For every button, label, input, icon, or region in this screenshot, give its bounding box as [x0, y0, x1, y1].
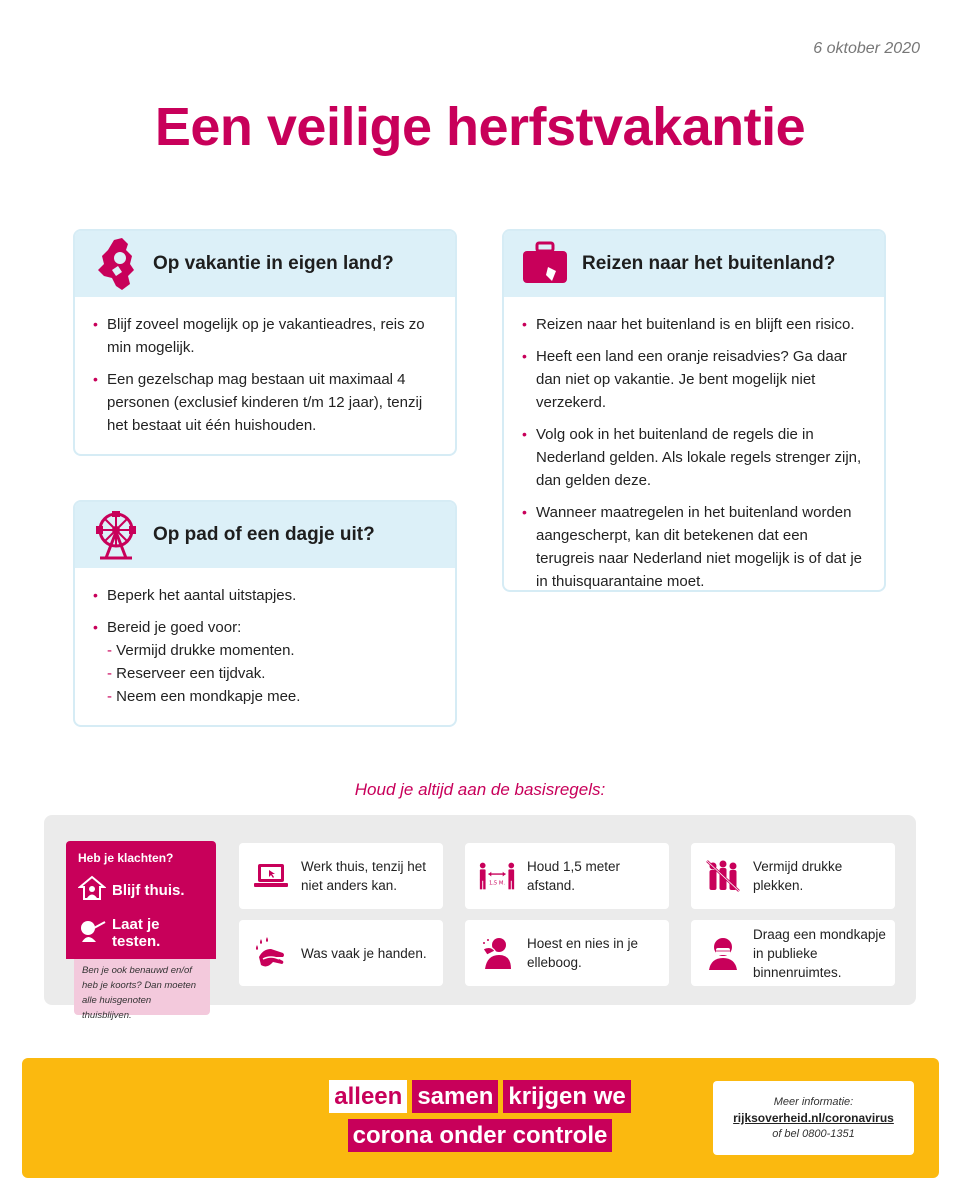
sneeze-elbow-icon	[477, 933, 517, 973]
get-tested-row	[78, 916, 204, 950]
suitcase-icon	[518, 237, 572, 291]
sub-item: - Neem een mondkapje mee.	[107, 685, 439, 708]
symptoms-question: Heb je klachten?	[78, 851, 174, 865]
rule-text: Was vaak je handen.	[301, 945, 427, 961]
list-item: • Reizen naar het buitenland is en blijft een risico.	[520, 313, 868, 336]
list-item	[91, 616, 439, 708]
card-header	[504, 231, 884, 297]
symptoms-box	[66, 841, 216, 959]
rules-caption: Houd je altijd aan de basisregels:	[354, 780, 606, 799]
distance-icon-label: 1,5 M.	[488, 880, 506, 887]
document-date: 6 oktober 2020	[813, 40, 920, 57]
card-title: Reizen naar het buitenland?	[582, 253, 836, 274]
card-header	[75, 502, 455, 568]
list-item: • Een gezelschap mag bestaan uit maximaal 4 personen (exclusief kinderen t/m 12 jaar), tenzij het bestaat uit één huishouden.	[91, 368, 439, 437]
rule-face-mask	[691, 920, 895, 986]
list-item: • Blijf zoveel mogelijk op je vakantieadres, reis zo min mogelijk.	[91, 313, 439, 359]
netherlands-map-icon	[89, 237, 143, 291]
get-tested-label: Laat je testen.	[112, 916, 161, 950]
list-item: • Heeft een land een oranje reisadvies? Ga daar dan niet op vakantie. Je bent mogelijk niet verzekerd.	[520, 345, 868, 414]
symptoms-note: Ben je ook benauwd en/of heb je koorts? Dan moeten alle huisgenoten thuisblijven.	[74, 959, 210, 1015]
hand-wash-icon	[251, 933, 291, 973]
sub-item: - Vermijd drukke momenten.	[107, 639, 439, 662]
card-buitenland	[502, 229, 886, 592]
test-swab-icon	[78, 918, 106, 949]
info-link[interactable]: rijksoverheid.nl/coronavirus	[733, 1111, 894, 1125]
ferris-wheel-icon	[89, 508, 143, 562]
card-title: Op vakantie in eigen land?	[153, 253, 394, 274]
card-body	[75, 568, 455, 727]
slogan-word: alleen	[329, 1080, 407, 1113]
rule-text: Houd 1,5 meter afstand.	[527, 859, 621, 893]
card-body	[504, 297, 884, 592]
rule-work-home	[239, 843, 443, 909]
rule-sneeze	[465, 920, 669, 986]
card-body	[75, 297, 455, 456]
slogan-word: krijgen we	[503, 1080, 630, 1113]
house-icon	[78, 875, 106, 906]
info-box	[713, 1081, 914, 1155]
info-label: Meer informatie:	[773, 1096, 854, 1108]
stay-home-label: Blijf thuis.	[112, 882, 185, 899]
list-item: • Volg ook in het buitenland de regels die in Nederland gelden. Als lokale regels strenger zijn, dan gelden deze.	[520, 423, 868, 492]
distance-icon	[477, 856, 517, 896]
bullet-list	[520, 313, 868, 592]
list-item: • Wanneer maatregelen in het buitenland worden aangescherpt, kan dit betekenen dat een terugreis naar Nederland niet mogelijk is of dat je in thuisquarantaine moet.	[520, 501, 868, 592]
stay-home-row	[78, 875, 204, 906]
slogan-word: corona onder controle	[348, 1119, 613, 1152]
rule-crowds	[691, 843, 895, 909]
laptop-icon	[251, 856, 291, 896]
card-dagje-uit	[73, 500, 457, 727]
page-title: Een veilige herfstvakantie	[154, 97, 806, 157]
card-eigen-land	[73, 229, 457, 456]
bullet-list	[91, 313, 439, 437]
slogan-word: samen	[412, 1080, 498, 1113]
rule-text: Hoest en nies in je elleboog.	[527, 936, 639, 970]
list-item: • Beperk het aantal uitstapjes.	[91, 584, 439, 607]
rule-text: Draag een mondkapje in publieke binnenruimtes.	[753, 926, 886, 980]
card-title: Op pad of een dagje uit?	[153, 524, 375, 545]
sub-item: - Reserveer een tijdvak.	[107, 662, 439, 685]
rule-text: Vermijd drukke plekken.	[753, 859, 843, 893]
rule-text: Werk thuis, tenzij het niet anders kan.	[301, 859, 427, 893]
face-mask-icon	[703, 933, 743, 973]
rule-distance	[465, 843, 669, 909]
list-item-text: Bereid je goed voor:	[107, 619, 242, 636]
rule-wash-hands	[239, 920, 443, 986]
no-crowds-icon	[703, 856, 743, 896]
bullet-list	[91, 584, 439, 708]
info-phone: of bel 0800-1351	[772, 1128, 855, 1140]
card-header	[75, 231, 455, 297]
